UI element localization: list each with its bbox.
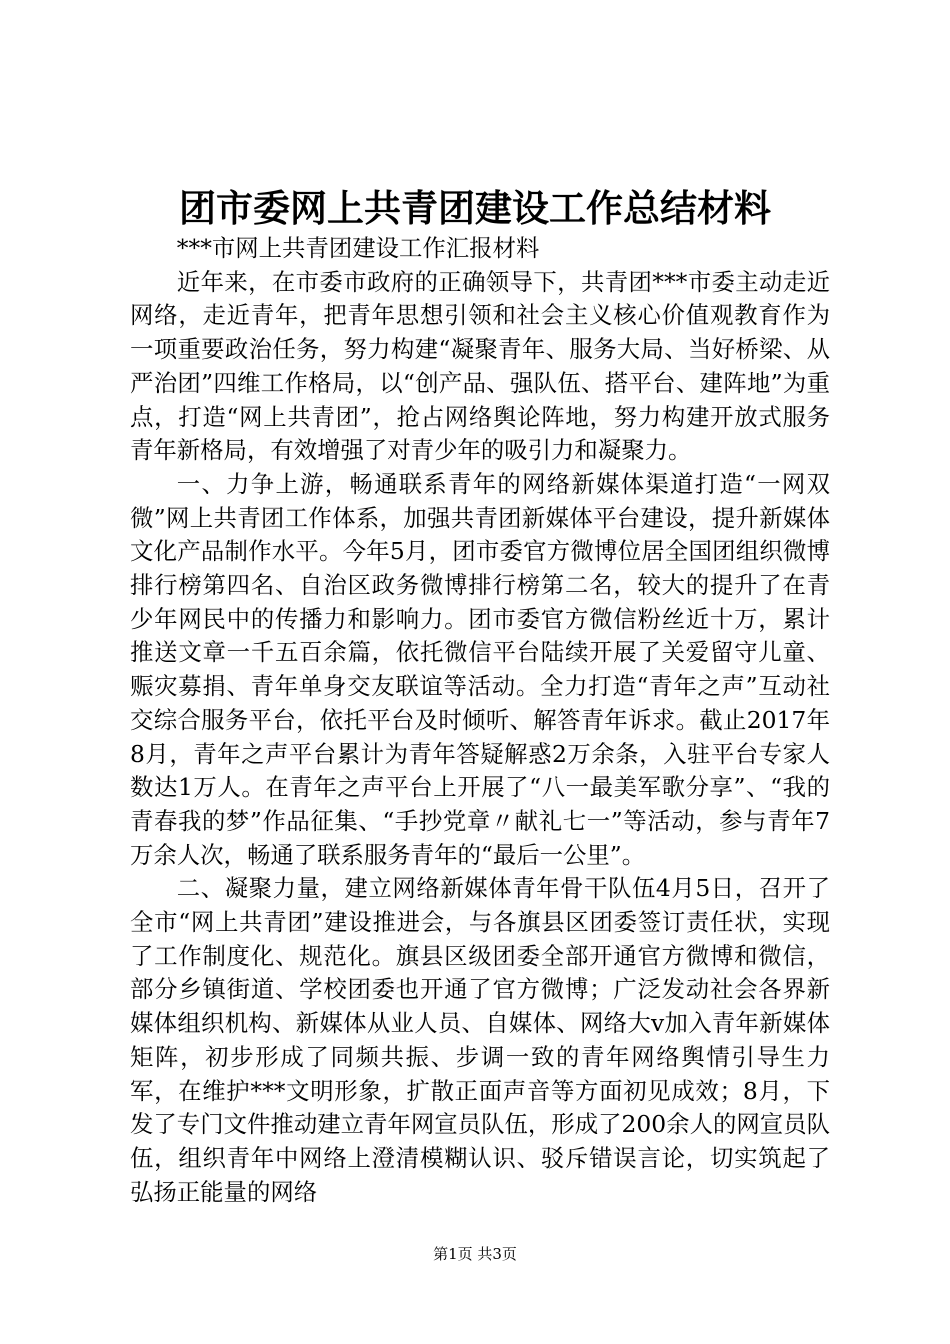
section-one-paragraph: 一、力争上游，畅通联系青年的网络新媒体渠道打造“一网双微”网上共青团工作体系，加强共青团新媒体平台建设，提升新媒体文化产品制作水平。今年5月，团市委官方微博位居全国团组织微博排行榜第四名、自治区政务微博排行榜第二名，较大的提升了在青少年网民中的传播力和影响力。团市委官方微信粉丝近十万，累计推送文章一千五百余篇，依托微信平台陆续开展了关爱留守儿童、赈灾募捐、青年单身交友联谊等活动。全力打造“青年之声”互动社交综合服务平台，依托平台及时倾听、解答青年诉求。截止2017年8月，青年之声平台累计为青年答疑解惑2万余条，入驻平台专家人数达1万人。在青年之声平台上开展了“八一最美军歌分享”、“我的青春我的梦”作品征集、“手抄党章〃献礼七一”等活动，参与青年7万余人次，畅通了联系服务青年的“最后一公里”。 <box>130 469 830 869</box>
section-two-paragraph: 二、凝聚力量，建立网络新媒体青年骨干队伍4月5日，召开了全市“网上共青团”建设推进会，与各旗县区团委签订责任状，实现了工作制度化、规范化。旗县区级团委全部开通官方微博和微信，部分乡镇街道、学校团委也开通了官方微博；广泛发动社会各界新媒体组织机构、新媒体从业人员、自媒体、网络大v加入青年新媒体矩阵，初步形成了同频共振、步调一致的青年网络舆情引导生力军，在维护***文明形象，扩散正面声音等方面初见成效；8月，下发了专门文件推动建立青年网宣员队伍，形成了200余人的网宣员队伍，组织青年中网络上澄清模糊认识、驳斥错误言论，切实筑起了弘扬正能量的网络 <box>130 874 830 1206</box>
intro-paragraph: 近年来，在市委市政府的正确领导下，共青团***市委主动走近网络，走近青年，把青年思想引领和社会主义核心价值观教育作为一项重要政治任务，努力构建“凝聚青年、服务大局、当好桥梁、从严治团”四维工作格局，以“创产品、强队伍、搭平台、建阵地”为重点，打造“网上共青团”，抢占网络舆论阵地，努力构建开放式服务青年新格局，有效增强了对青少年的吸引力和凝聚力。 <box>130 267 830 465</box>
document-title: 团市委网上共青团建设工作总结材料 <box>179 186 771 230</box>
page-number-footer: 第1页 共3页 <box>433 1245 517 1263</box>
document-body <box>130 232 830 1209</box>
subtitle-paragraph: ***市网上共青团建设工作汇报材料 <box>176 234 540 262</box>
